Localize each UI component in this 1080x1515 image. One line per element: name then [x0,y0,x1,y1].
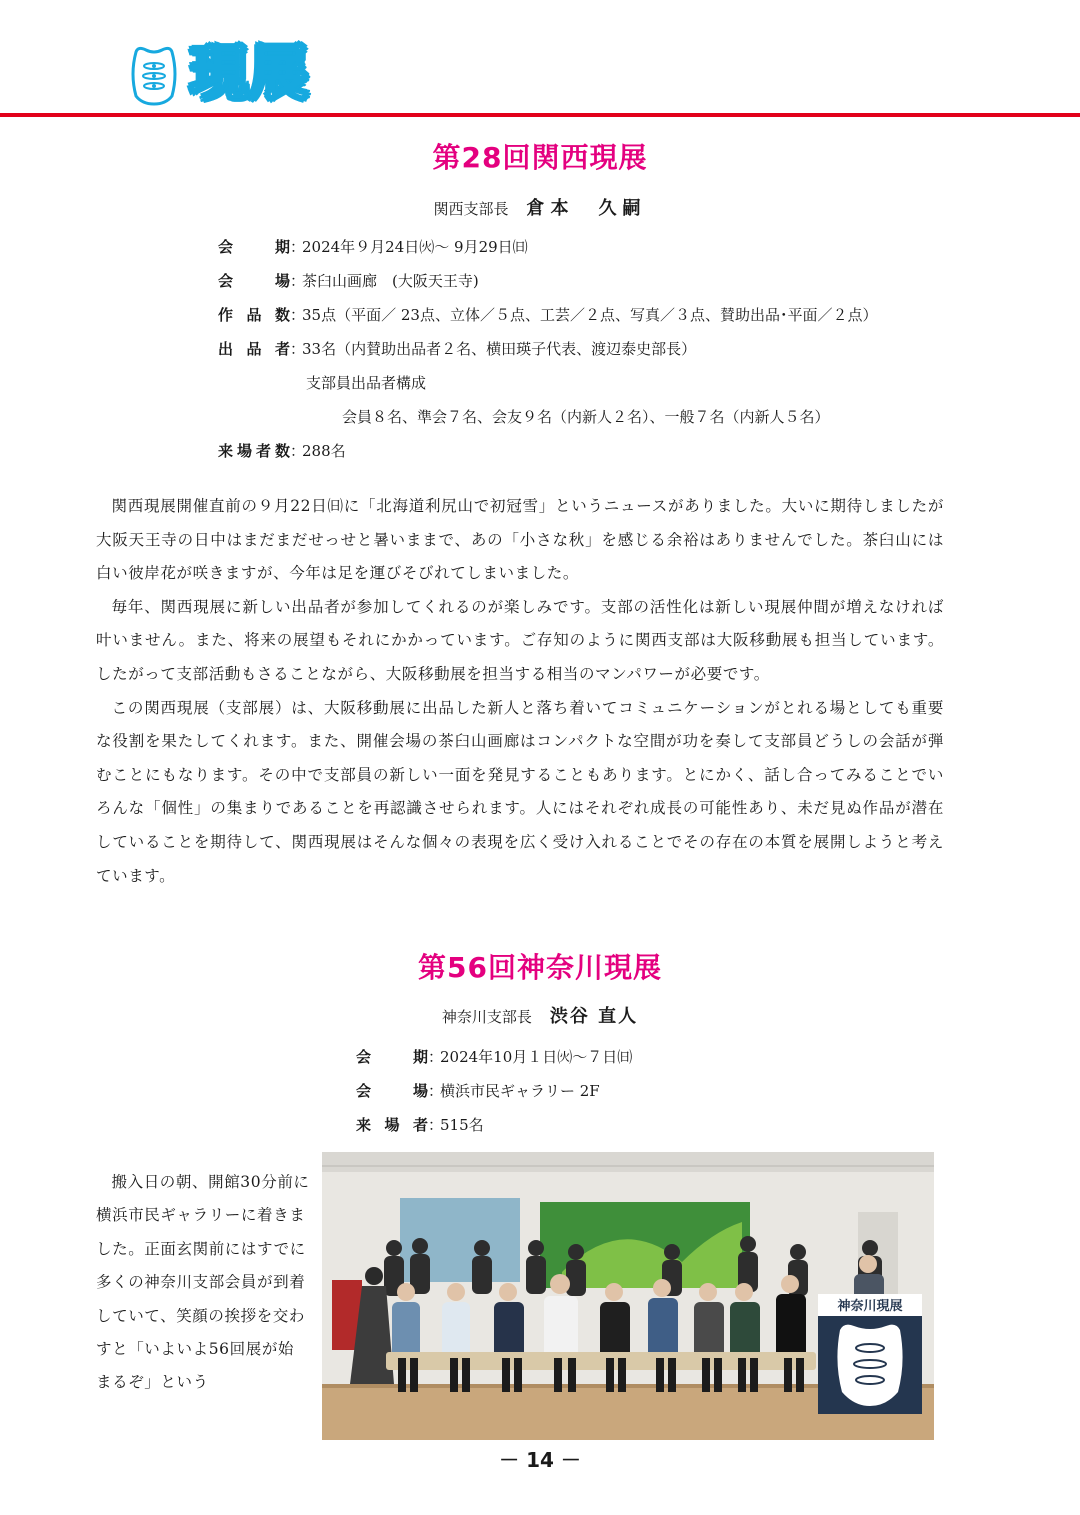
kanagawa-info-row: 会 期：2024年10月１日㈫～７日㈰ [356,1040,632,1074]
kansai-member-detail: 会員８名、準会７名、会友９名（内新人２名）、一般７名（内新人５名） [342,408,830,426]
kansai-author-role: 関西支部長 [433,200,509,218]
kansai-info-row: 会 期：2024年９月24日㈫～ 9月29日㈰ [218,230,877,264]
group-photo-illustration [322,1152,934,1440]
kansai-member-heading: 支部員出品者構成 [306,374,427,392]
photo-sign-text: 神奈川現展 [837,1299,903,1314]
kanagawa-author-role: 神奈川支部長 [441,1008,532,1026]
kanagawa-side-paragraph: 搬入日の朝、開館30分前に横浜市民ギャラリーに着きました。正面玄関前にはすでに多くの神奈川支部会員が到着していて、笑顔の挨拶を交わすと「いよいよ56回展が始まるぞ」という [96,1173,310,1392]
info-label: 会 期 [356,1048,428,1066]
kansai-info-row: 出 品 者：33名（内賛助出品者２名、横田瑛子代表、渡辺泰史部長） [218,332,877,366]
kansai-paragraph: この関西現展（支部展）は、大阪移動展に出品した新人と落ち着いてコミュニケーションがとれる場としても重要な役割を果たしてくれます。また、開催会場の茶臼山画廊はコンパクトな空間が功を奏して支部員どうしの会話が弾むことにもなります。その中で支部員の新しい一面を発見することもあります。とにかく、話し合ってみることでいろんな「個性」の集まりであることを再認識させられます。人にはそれぞれ成長の可能性あり、未だ見ぬ作品が潜在していることを期待して、関西現展はそんな個々の表現を広く受け入れることでその存在の本質を展開しようと考えています。 [96,698,944,885]
info-value: 2024年９月24日㈫～ 9月29日㈰ [302,238,528,256]
kanagawa-info-row: 会 場：横浜市民ギャラリー 2F [356,1074,632,1108]
kansai-paragraph: 関西現展開催直前の９月22日㈰に「北海道利尻山で初冠雪」というニュースがありました。大いに期待しましたが大阪天王寺の日中はまだまだせっせと暑いままで、あの「小さな秋」を感じる余裕はありませんでした。茶臼山には白い彼岸花が咲きますが、今年は足を運びそびれてしまいました。 [96,497,944,583]
kanagawa-author [0,1002,1080,1028]
kansai-info-block [218,230,877,468]
info-value: 288名 [302,442,346,460]
kansai-author-name: 倉本 久嗣 [526,198,647,219]
info-value: 33名（内賛助出品者２名、横田瑛子代表、渡辺泰史部長） [302,340,697,358]
page-header [0,0,1080,118]
kanagawa-info-row: 来 場 者：515名 [356,1108,632,1142]
info-label: 出 品 者 [218,340,290,358]
info-value: 2024年10月１日㈫～７日㈰ [440,1048,633,1066]
info-label: 来 場 者 [356,1116,428,1134]
kansai-info-row: 来場者数：288名 [218,434,877,468]
info-value: 35点（平面／ 23点、立体／５点、工芸／２点、写真／３点、賛助出品･平面／２点） [302,306,878,324]
kanagawa-section-title: 第56回神奈川現展 [418,951,662,984]
kansai-section-title: 第28回関西現展 [432,141,648,174]
info-label: 来場者数 [218,442,290,460]
group-photo [322,1152,934,1440]
kanagawa-author-name: 渋谷 直人 [549,1006,639,1027]
info-value: 515名 [440,1116,484,1134]
header-divider [0,113,1080,117]
info-value: 横浜市民ギャラリー 2F [440,1082,600,1100]
info-label: 作 品 数 [218,306,290,324]
info-label: 会 場 [218,272,290,290]
info-label: 会 期 [218,238,290,256]
kansai-info-row: 作 品 数：35点（平面／ 23点、立体／５点、工芸／２点、写真／３点、賛助出品･平面／２点） [218,298,877,332]
face-logo-icon [128,44,180,106]
kansai-body [96,490,944,893]
info-label: 会 場 [356,1082,428,1100]
kanagawa-info-block [356,1040,632,1142]
kansai-info-row: 会 場：茶臼山画廊 (大阪天王寺) [218,264,877,298]
info-value: 茶臼山画廊 (大阪天王寺) [302,272,479,290]
page-number: － 14 － [499,1448,581,1472]
logo-wordmark: 現展 [190,39,311,107]
kansai-paragraph: 毎年、関西現展に新しい出品者が参加してくれるのが楽しみです。支部の活性化は新しい現展仲間が増えなければ叶いません。また、将来の展望もそれにかかっています。ご存知のように関西支部は大阪移動展も担当しています。したがって支部活動もさることながら、大阪移動展を担当する相当のマンパワーが必要です。 [96,597,944,683]
kansai-author [0,194,1080,220]
